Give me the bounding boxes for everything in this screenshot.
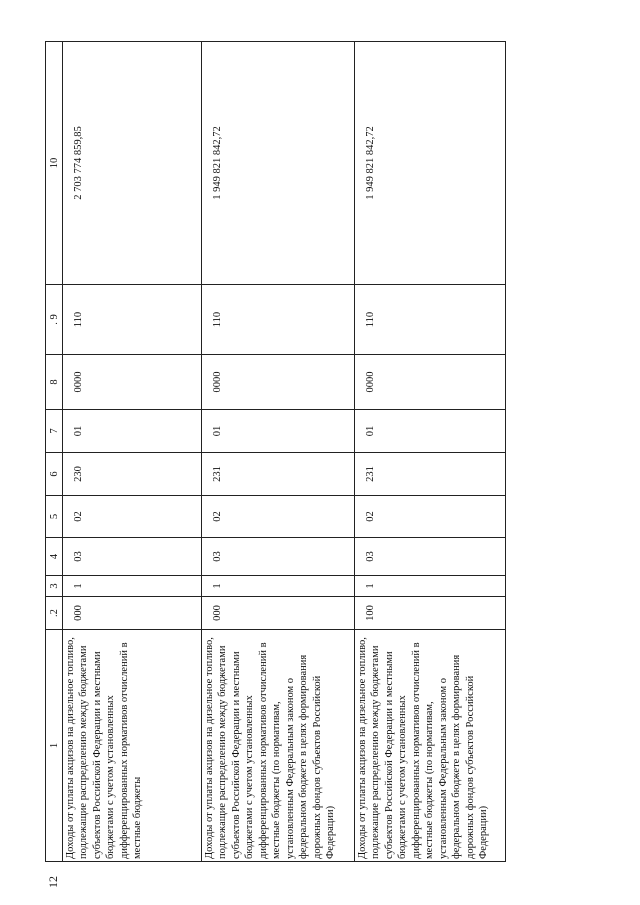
cell-col4: 03 bbox=[355, 538, 506, 576]
cell-col5: 02 bbox=[355, 496, 506, 538]
header-cell: 4 bbox=[46, 538, 63, 576]
cell-col6: 231 bbox=[355, 453, 506, 496]
page-number: 12 bbox=[46, 876, 60, 888]
table-row bbox=[355, 42, 506, 862]
cell-col6: 230 bbox=[63, 453, 202, 496]
cell-col8: 0000 bbox=[63, 355, 202, 410]
header-cell: . 9 bbox=[46, 285, 63, 355]
cell-col2: 000 bbox=[202, 597, 355, 630]
table-row bbox=[63, 42, 202, 862]
cell-col4: 03 bbox=[202, 538, 355, 576]
cell-amount: 1 949 821 842,72 bbox=[355, 42, 506, 285]
header-cell: 10 bbox=[46, 42, 63, 285]
cell-col3: 1 bbox=[63, 576, 202, 597]
cell-amount: 1 949 821 842,72 bbox=[202, 42, 355, 285]
cell-col9: 110 bbox=[202, 285, 355, 355]
budget-revenue-table bbox=[45, 41, 506, 862]
cell-col3: 1 bbox=[355, 576, 506, 597]
header-cell: 1 bbox=[46, 630, 63, 862]
cell-col2: 000 bbox=[63, 597, 202, 630]
cell-amount: 2 703 774 859,85 bbox=[63, 42, 202, 285]
cell-col8: 0000 bbox=[202, 355, 355, 410]
cell-col7: 01 bbox=[63, 410, 202, 453]
table-header-row bbox=[46, 42, 63, 862]
cell-col6: 231 bbox=[202, 453, 355, 496]
cell-col3: 1 bbox=[202, 576, 355, 597]
header-cell: .2 bbox=[46, 597, 63, 630]
row-description: Доходы от уплаты акцизов на дизельное топливо, подлежащие распределению между бюджетами субъектов Российской Федерации и местными бюджетами с учетом установленных дифференцированных нормативов отчислений в местные бюджеты (по нормативам, установленным Федеральным законом о федеральном бюджете в целях формирования дорожных фондов субъектов Российской Федерации) bbox=[355, 630, 506, 862]
cell-col7: 01 bbox=[202, 410, 355, 453]
cell-col4: 03 bbox=[63, 538, 202, 576]
cell-col8: 0000 bbox=[355, 355, 506, 410]
table-row bbox=[202, 42, 355, 862]
cell-col5: 02 bbox=[202, 496, 355, 538]
row-description: Доходы от уплаты акцизов на дизельное топливо, подлежащие распределению между бюджетами субъектов Российской Федерации и местными бюджетами с учетом установленных дифференцированных нормативов отчислений в местные бюджеты bbox=[63, 630, 202, 862]
header-cell: 8 bbox=[46, 355, 63, 410]
header-cell: 3 bbox=[46, 576, 63, 597]
page-number-wrap bbox=[24, 448, 60, 888]
cell-col7: 01 bbox=[355, 410, 506, 453]
row-description: Доходы от уплаты акцизов на дизельное топливо, подлежащие распределению между бюджетами субъектов Российской Федерации и местными бюджетами с учетом установленных дифференцированных нормативов отчислений в местные бюджеты (по нормативам, установленным Федеральным законом о федеральном бюджете в целях формирования дорожных фондов субъектов Российской Федерации) bbox=[202, 630, 355, 862]
header-cell: 7 bbox=[46, 410, 63, 453]
cell-col5: 02 bbox=[63, 496, 202, 538]
header-cell: 5 bbox=[46, 496, 63, 538]
rotated-table-container bbox=[45, 42, 595, 862]
cell-col2: 100 bbox=[355, 597, 506, 630]
cell-col9: 110 bbox=[63, 285, 202, 355]
cell-col9: 110 bbox=[355, 285, 506, 355]
header-cell: 6 bbox=[46, 453, 63, 496]
